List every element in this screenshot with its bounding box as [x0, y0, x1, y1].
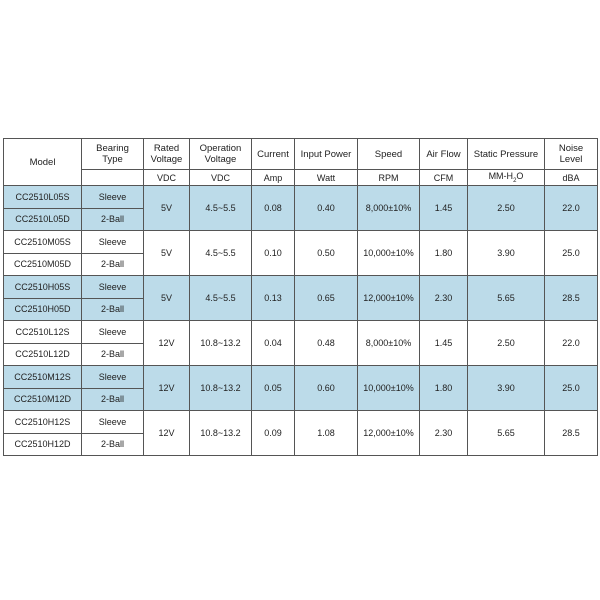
unit-noise-level: dBA [545, 170, 598, 186]
bearing-type-cell: Sleeve [82, 186, 144, 209]
header-bearing [82, 139, 144, 170]
bearing-type-cell: Sleeve [82, 276, 144, 299]
model-cell: CC2510H12S [4, 411, 82, 434]
current-cell: 0.10 [252, 231, 295, 276]
model-cell: CC2510M12D [4, 388, 82, 411]
table-row [4, 321, 598, 344]
rated-voltage-cell: 5V [144, 186, 190, 231]
operation-voltage-cell: 10.8~13.2 [190, 321, 252, 366]
speed-cell: 10,000±10% [358, 366, 420, 411]
unit-static-pressure-sub: 2 [513, 177, 517, 184]
model-cell: CC2510H12D [4, 433, 82, 456]
input-power-cell: 0.60 [295, 366, 358, 411]
unit-operation: VDC [190, 170, 252, 186]
model-cell: CC2510L05S [4, 186, 82, 209]
current-cell: 0.09 [252, 411, 295, 456]
header-operation-voltage [190, 139, 252, 170]
current-cell: 0.04 [252, 321, 295, 366]
unit-rated: VDC [144, 170, 190, 186]
bearing-type-cell: 2-Ball [82, 253, 144, 276]
static-pressure-cell: 5.65 [468, 411, 545, 456]
rated-voltage-cell: 12V [144, 366, 190, 411]
table-row [4, 231, 598, 254]
rated-voltage-cell: 12V [144, 411, 190, 456]
bearing-type-cell: Sleeve [82, 411, 144, 434]
noise-level-cell: 25.0 [545, 231, 598, 276]
header-input-power: Input Power [295, 139, 358, 170]
header-current: Current [252, 139, 295, 170]
air-flow-cell: 2.30 [420, 411, 468, 456]
noise-level-cell: 28.5 [545, 276, 598, 321]
air-flow-cell: 1.80 [420, 231, 468, 276]
speed-cell: 12,000±10% [358, 276, 420, 321]
static-pressure-cell: 3.90 [468, 231, 545, 276]
unit-static-pressure-main: MM-H [488, 171, 514, 182]
table-row [4, 186, 598, 209]
bearing-type-cell: Sleeve [82, 366, 144, 389]
current-cell: 0.08 [252, 186, 295, 231]
spec-body [4, 186, 598, 456]
table-row [4, 276, 598, 299]
bearing-type-cell: 2-Ball [82, 298, 144, 321]
noise-level-cell: 28.5 [545, 411, 598, 456]
static-pressure-cell: 3.90 [468, 366, 545, 411]
header-speed: Speed [358, 139, 420, 170]
bearing-type-cell: 2-Ball [82, 208, 144, 231]
static-pressure-cell: 5.65 [468, 276, 545, 321]
model-cell: CC2510L12D [4, 343, 82, 366]
header-rated-line1: Rated [153, 143, 180, 154]
unit-current: Amp [252, 170, 295, 186]
speed-cell: 10,000±10% [358, 231, 420, 276]
model-cell: CC2510H05D [4, 298, 82, 321]
header-static-pressure: Static Pressure [468, 139, 545, 170]
table-row [4, 411, 598, 434]
operation-voltage-cell: 4.5~5.5 [190, 186, 252, 231]
unit-bearing-blank [82, 170, 144, 186]
header-bearing-line2: Type [102, 154, 123, 165]
bearing-type-cell: 2-Ball [82, 433, 144, 456]
air-flow-cell: 1.45 [420, 186, 468, 231]
speed-cell: 8,000±10% [358, 321, 420, 366]
noise-level-cell: 22.0 [545, 321, 598, 366]
rated-voltage-cell: 5V [144, 276, 190, 321]
speed-cell: 12,000±10% [358, 411, 420, 456]
static-pressure-cell: 2.50 [468, 321, 545, 366]
unit-static-pressure [468, 170, 545, 186]
header-operation-line1: Operation [199, 143, 242, 154]
header-model: Model [4, 139, 82, 186]
table-row [4, 366, 598, 389]
bearing-type-cell: 2-Ball [82, 388, 144, 411]
input-power-cell: 0.50 [295, 231, 358, 276]
operation-voltage-cell: 10.8~13.2 [190, 366, 252, 411]
unit-static-pressure-tail: O [516, 171, 524, 182]
rated-voltage-cell: 12V [144, 321, 190, 366]
model-cell: CC2510M05D [4, 253, 82, 276]
header-operation-line2: Voltage [204, 154, 237, 165]
bearing-type-cell: Sleeve [82, 231, 144, 254]
current-cell: 0.05 [252, 366, 295, 411]
current-cell: 0.13 [252, 276, 295, 321]
air-flow-cell: 1.80 [420, 366, 468, 411]
unit-air-flow: CFM [420, 170, 468, 186]
input-power-cell: 0.48 [295, 321, 358, 366]
model-cell: CC2510L05D [4, 208, 82, 231]
model-cell: CC2510H05S [4, 276, 82, 299]
header-rated-line2: Voltage [150, 154, 183, 165]
speed-cell: 8,000±10% [358, 186, 420, 231]
model-cell: CC2510M05S [4, 231, 82, 254]
unit-speed: RPM [358, 170, 420, 186]
spec-table [3, 138, 598, 456]
noise-level-cell: 22.0 [545, 186, 598, 231]
operation-voltage-cell: 10.8~13.2 [190, 411, 252, 456]
header-rated-voltage [144, 139, 190, 170]
header-noise-level: Noise Level [545, 139, 598, 170]
header-bearing-line1: Bearing [96, 143, 129, 154]
air-flow-cell: 1.45 [420, 321, 468, 366]
bearing-type-cell: 2-Ball [82, 343, 144, 366]
model-cell: CC2510L12S [4, 321, 82, 344]
operation-voltage-cell: 4.5~5.5 [190, 276, 252, 321]
rated-voltage-cell: 5V [144, 231, 190, 276]
input-power-cell: 1.08 [295, 411, 358, 456]
input-power-cell: 0.40 [295, 186, 358, 231]
unit-input-power: Watt [295, 170, 358, 186]
air-flow-cell: 2.30 [420, 276, 468, 321]
operation-voltage-cell: 4.5~5.5 [190, 231, 252, 276]
header-air-flow: Air Flow [420, 139, 468, 170]
model-cell: CC2510M12S [4, 366, 82, 389]
bearing-type-cell: Sleeve [82, 321, 144, 344]
input-power-cell: 0.65 [295, 276, 358, 321]
static-pressure-cell: 2.50 [468, 186, 545, 231]
noise-level-cell: 25.0 [545, 366, 598, 411]
